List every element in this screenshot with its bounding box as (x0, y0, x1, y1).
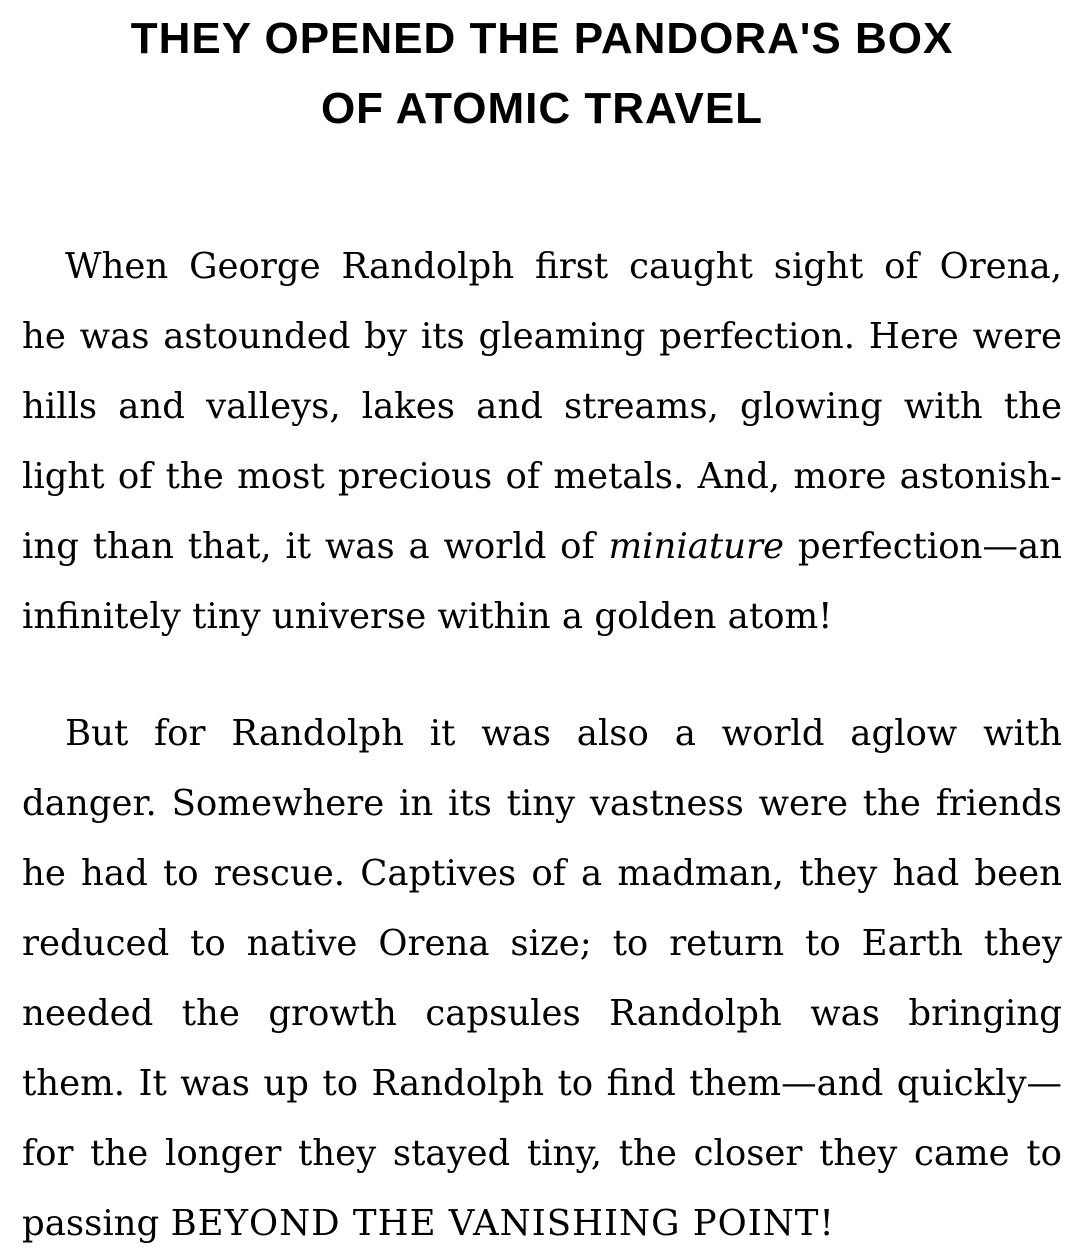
paragraph-1-text: ing than that, it was a world of (22, 526, 595, 567)
paragraph-1 (22, 232, 1062, 652)
paragraph-1-line: light of the most precious of metals. And, more astonish- (22, 456, 1062, 497)
title-line-1: THEY OPENED THE PANDORA'S BOX (130, 14, 954, 63)
paragraph-2-line: them. It was up to Randolph to find them—and quickly— (22, 1063, 1062, 1104)
paragraph-2-line: he had to rescue. Captives of a madman, they had been (22, 853, 1062, 894)
paragraph-2-line (22, 1189, 1062, 1259)
paragraph-2-line: for the longer they stayed tiny, the closer they came to (22, 1133, 1062, 1174)
emphasis-miniature: miniature (608, 526, 785, 567)
paragraph-2-line: But for Randolph it was also a world aglow with (65, 713, 1062, 754)
paragraph-2-line: danger. Somewhere in its tiny vastness were the friends (22, 783, 1062, 824)
paragraph-1-line: infinitely tiny universe within a golden atom! (22, 596, 833, 637)
paragraph-1-line (22, 512, 1062, 582)
paragraph-2 (22, 699, 1062, 1259)
page-title (22, 0, 1062, 144)
paragraph-1-text: perfection—an (797, 526, 1062, 567)
paragraph-1-line: he was astounded by its gleaming perfection. Here were (22, 316, 1062, 357)
paragraph-2-line: reduced to native Orena size; to return to Earth they (22, 923, 1062, 964)
paragraph-2-text: passing (22, 1203, 160, 1244)
title-line-2: OF ATOMIC TRAVEL (320, 84, 764, 133)
paragraph-1-line: hills and valleys, lakes and streams, glowing with the (22, 386, 1062, 427)
emphasis-vanishing-point: BEYOND THE VANISHING POINT! (170, 1203, 835, 1244)
paragraph-1-line: When George Randolph first caught sight of Orena, (65, 246, 1062, 287)
paragraph-2-line: needed the growth capsules Randolph was bringing (22, 993, 1062, 1034)
book-blurb-page (22, 0, 1062, 1259)
